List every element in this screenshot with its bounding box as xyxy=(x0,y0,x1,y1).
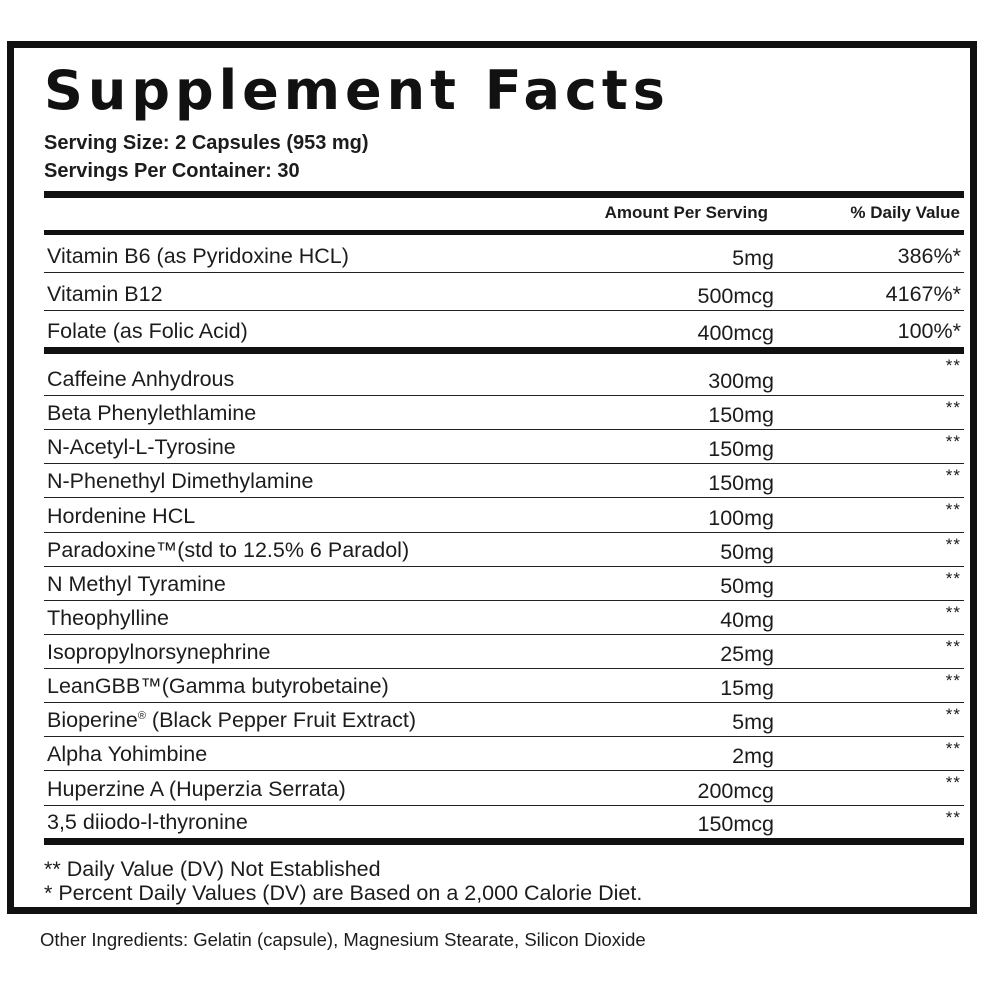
ingredient-amount: 25mg xyxy=(720,642,774,666)
column-header-daily-value: % Daily Value xyxy=(850,203,960,222)
ingredient-amount: 300mg xyxy=(708,369,774,393)
ingredient-name-detail: (Black Pepper Fruit Extract) xyxy=(145,708,416,732)
ingredient-daily-value: ** xyxy=(945,808,961,827)
ingredient-daily-value: ** xyxy=(945,739,961,758)
table-row xyxy=(44,567,964,601)
ingredient-amount: 40mg xyxy=(720,608,774,632)
other-ingredients: Other Ingredients: Gelatin (capsule), Magnesium Stearate, Silicon Dioxide xyxy=(40,929,646,950)
ingredient-daily-value: ** xyxy=(945,705,961,724)
divider-thick xyxy=(44,838,964,845)
nutrient-amount: 500mcg xyxy=(697,284,774,308)
ingredient-name: 3,5 diiodo-l-thyronine xyxy=(47,810,248,834)
ingredient-name: LeanGBB™(Gamma butyrobetaine) xyxy=(47,674,389,698)
ingredient-amount: 50mg xyxy=(720,540,774,564)
table-row xyxy=(44,464,964,498)
ingredient-daily-value: ** xyxy=(945,398,961,417)
ingredient-daily-value: ** xyxy=(945,569,961,588)
ingredient-daily-value: ** xyxy=(945,773,961,792)
ingredient-amount: 200mcg xyxy=(697,779,774,803)
servings-per-container: Servings Per Container: 30 xyxy=(44,160,300,182)
column-header-amount: Amount Per Serving xyxy=(604,203,768,222)
ingredient-daily-value: ** xyxy=(945,637,961,656)
table-row xyxy=(44,273,964,311)
ingredient-amount: 100mg xyxy=(708,506,774,530)
nutrient-daily-value: 386%* xyxy=(897,244,961,268)
ingredient-amount: 50mg xyxy=(720,574,774,598)
serving-size: Serving Size: 2 Capsules (953 mg) xyxy=(44,132,369,154)
table-row xyxy=(44,533,964,567)
divider-thick xyxy=(44,191,964,198)
footnote-calorie-diet: * Percent Daily Values (DV) are Based on a 2,000 Calorie Diet. xyxy=(44,881,643,905)
table-row xyxy=(44,430,964,464)
ingredient-name xyxy=(47,707,416,733)
table-row xyxy=(44,601,964,635)
ingredient-name-brand: Bioperine xyxy=(47,708,138,732)
table-row xyxy=(44,635,964,669)
ingredient-name: N Methyl Tyramine xyxy=(47,572,226,596)
nutrient-daily-value: 4167%* xyxy=(885,282,961,306)
ingredient-name: N-Acetyl-L-Tyrosine xyxy=(47,435,236,459)
table-row xyxy=(44,354,964,396)
ingredient-daily-value: ** xyxy=(945,466,961,485)
ingredient-amount: 150mg xyxy=(708,437,774,461)
table-row xyxy=(44,311,964,347)
ingredient-daily-value: ** xyxy=(945,535,961,554)
nutrient-name: Vitamin B6 (as Pyridoxine HCL) xyxy=(47,244,349,268)
ingredient-name: Theophylline xyxy=(47,606,169,630)
ingredient-daily-value: ** xyxy=(945,671,961,690)
ingredient-name: N-Phenethyl Dimethylamine xyxy=(47,469,314,493)
registered-mark: ® xyxy=(137,710,146,722)
ingredient-name: Beta Phenylethlamine xyxy=(47,401,257,425)
nutrient-name: Vitamin B12 xyxy=(47,282,163,306)
ingredient-daily-value: ** xyxy=(945,356,961,375)
footnote-dv-not-established: ** Daily Value (DV) Not Established xyxy=(44,857,381,881)
ingredient-name: Caffeine Anhydrous xyxy=(47,367,235,391)
table-row xyxy=(44,498,964,533)
table-row xyxy=(44,235,964,273)
table-row xyxy=(44,669,964,703)
ingredient-amount: 5mg xyxy=(732,710,774,734)
ingredient-amount: 15mg xyxy=(720,676,774,700)
ingredient-amount: 150mcg xyxy=(697,812,774,836)
ingredient-name: Paradoxine™(std to 12.5% 6 Paradol) xyxy=(47,538,410,562)
ingredient-name: Isopropylnorsynephrine xyxy=(47,640,271,664)
nutrient-amount: 5mg xyxy=(732,246,774,270)
table-row xyxy=(44,806,964,838)
ingredient-daily-value: ** xyxy=(945,432,961,451)
nutrient-daily-value: 100%* xyxy=(897,319,961,343)
table-row xyxy=(44,771,964,806)
nutrient-name: Folate (as Folic Acid) xyxy=(47,319,248,343)
nutrient-amount: 400mcg xyxy=(697,321,774,345)
table-row xyxy=(44,703,964,737)
ingredient-name: Alpha Yohimbine xyxy=(47,742,208,766)
ingredient-amount: 2mg xyxy=(732,744,774,768)
table-row xyxy=(44,737,964,771)
divider-thick xyxy=(44,347,964,354)
ingredient-amount: 150mg xyxy=(708,471,774,495)
ingredient-amount: 150mg xyxy=(708,403,774,427)
ingredient-daily-value: ** xyxy=(945,603,961,622)
ingredient-daily-value: ** xyxy=(945,500,961,519)
supplement-facts-panel xyxy=(7,41,977,914)
table-row xyxy=(44,396,964,430)
ingredient-name: Huperzine A (Huperzia Serrata) xyxy=(47,777,346,801)
panel-title: Supplement Facts xyxy=(44,59,670,122)
ingredient-name: Hordenine HCL xyxy=(47,504,196,528)
